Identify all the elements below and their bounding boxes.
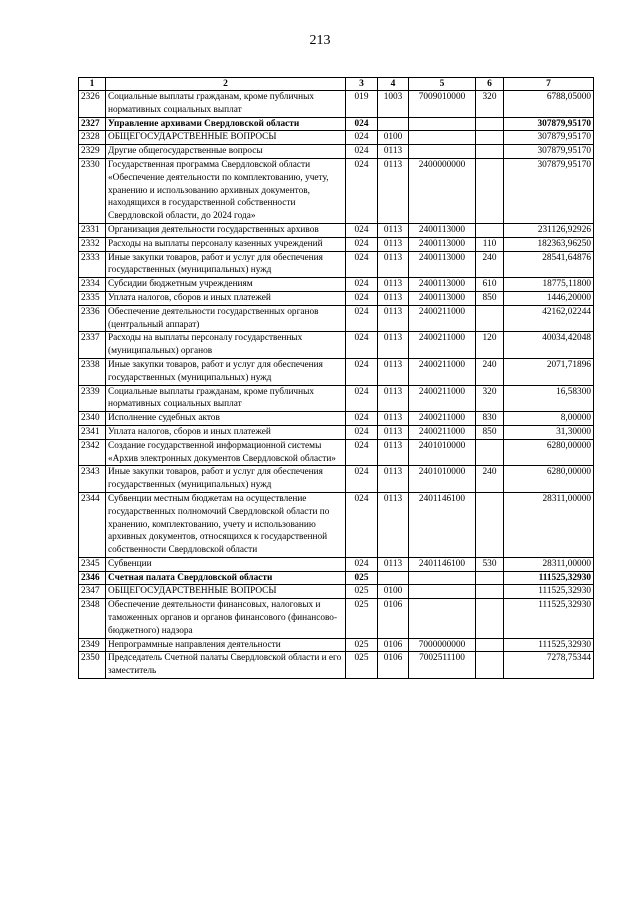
table-row <box>79 425 594 439</box>
table-row <box>79 251 594 278</box>
row-code4-cell: 0100 <box>378 585 409 599</box>
table-row <box>79 117 594 131</box>
row-code6-cell <box>476 599 504 638</box>
table-row <box>79 652 594 679</box>
row-code5-cell <box>409 131 476 145</box>
table-row <box>79 332 594 359</box>
row-amount-cell: 31,30000 <box>504 425 594 439</box>
row-code5-cell: 7002511100 <box>409 652 476 679</box>
table-row <box>79 599 594 638</box>
row-code6-cell: 120 <box>476 332 504 359</box>
row-amount-cell: 28311,00000 <box>504 557 594 571</box>
table-body <box>79 91 594 679</box>
table-row <box>79 571 594 585</box>
table-row <box>79 557 594 571</box>
row-name-cell: Расходы на выплаты персоналу государственных (муниципальных) органов <box>106 332 346 359</box>
row-amount-cell: 111525,32930 <box>504 638 594 652</box>
row-name-cell: Непрограммные направления деятельности <box>106 638 346 652</box>
table-row <box>79 585 594 599</box>
row-name-cell: Другие общегосударственные вопросы <box>106 145 346 159</box>
row-code4-cell: 0106 <box>378 652 409 679</box>
row-code4-cell: 0113 <box>378 492 409 557</box>
table-header-row <box>79 78 594 91</box>
row-code4-cell: 0113 <box>378 278 409 292</box>
row-name-cell: Иные закупки товаров, работ и услуг для обеспечения государственных (муниципальных) нужд <box>106 466 346 493</box>
row-number-cell: 2343 <box>79 466 106 493</box>
row-amount-cell: 111525,32930 <box>504 585 594 599</box>
row-number-cell: 2349 <box>79 638 106 652</box>
row-number-cell: 2346 <box>79 571 106 585</box>
row-name-cell: Социальные выплаты гражданам, кроме публичных нормативных социальных выплат <box>106 91 346 118</box>
table-row <box>79 237 594 251</box>
row-code5-cell: 2400113000 <box>409 291 476 305</box>
row-amount-cell: 2071,71896 <box>504 358 594 385</box>
row-number-cell: 2334 <box>79 278 106 292</box>
row-name-cell: Исполнение судебных актов <box>106 412 346 426</box>
row-code3-cell: 025 <box>346 571 378 585</box>
row-code3-cell: 024 <box>346 278 378 292</box>
row-name-cell: Создание государственной информационной системы «Архив электронных документов Свердловской области» <box>106 439 346 466</box>
row-code3-cell: 024 <box>346 131 378 145</box>
table-row <box>79 305 594 332</box>
header-cell: 6 <box>476 78 504 91</box>
row-code3-cell: 024 <box>346 425 378 439</box>
row-name-cell: Расходы на выплаты персоналу казенных учреждений <box>106 237 346 251</box>
row-amount-cell: 307879,95170 <box>504 145 594 159</box>
row-amount-cell: 231126,92926 <box>504 223 594 237</box>
row-amount-cell: 18775,11800 <box>504 278 594 292</box>
row-code6-cell <box>476 585 504 599</box>
row-amount-cell: 28541,64876 <box>504 251 594 278</box>
row-code3-cell: 025 <box>346 638 378 652</box>
table-row <box>79 358 594 385</box>
row-amount-cell: 8,00000 <box>504 412 594 426</box>
row-code6-cell: 320 <box>476 385 504 412</box>
row-code3-cell: 024 <box>346 412 378 426</box>
row-code5-cell <box>409 599 476 638</box>
row-name-cell: Управление архивами Свердловской области <box>106 117 346 131</box>
row-code5-cell: 2400211000 <box>409 332 476 359</box>
row-name-cell: Субвенции <box>106 557 346 571</box>
row-code5-cell: 2400211000 <box>409 412 476 426</box>
row-code6-cell: 240 <box>476 358 504 385</box>
table-row <box>79 466 594 493</box>
row-amount-cell: 111525,32930 <box>504 599 594 638</box>
row-code6-cell <box>476 571 504 585</box>
row-number-cell: 2341 <box>79 425 106 439</box>
row-code5-cell: 2400113000 <box>409 278 476 292</box>
row-number-cell: 2344 <box>79 492 106 557</box>
row-number-cell: 2333 <box>79 251 106 278</box>
row-code4-cell: 0113 <box>378 223 409 237</box>
row-code4-cell: 0106 <box>378 599 409 638</box>
row-code3-cell: 024 <box>346 305 378 332</box>
budget-table <box>78 77 594 679</box>
row-code6-cell: 850 <box>476 425 504 439</box>
row-code4-cell <box>378 117 409 131</box>
row-number-cell: 2338 <box>79 358 106 385</box>
row-code3-cell: 024 <box>346 251 378 278</box>
table-row <box>79 278 594 292</box>
row-code6-cell: 830 <box>476 412 504 426</box>
row-code3-cell: 024 <box>346 117 378 131</box>
row-code6-cell <box>476 158 504 223</box>
row-code4-cell: 0100 <box>378 131 409 145</box>
row-amount-cell: 6788,05000 <box>504 91 594 118</box>
row-name-cell: Социальные выплаты гражданам, кроме публичных нормативных социальных выплат <box>106 385 346 412</box>
row-name-cell: Субсидии бюджетным учреждениям <box>106 278 346 292</box>
row-name-cell: Обеспечение деятельности финансовых, налоговых и таможенных органов и органов финансового (финансово-бюджетного) надзора <box>106 599 346 638</box>
row-code6-cell: 240 <box>476 466 504 493</box>
row-code5-cell <box>409 117 476 131</box>
row-code6-cell <box>476 131 504 145</box>
row-code4-cell: 0113 <box>378 237 409 251</box>
row-code4-cell: 0113 <box>378 466 409 493</box>
row-code5-cell <box>409 145 476 159</box>
row-code5-cell: 2401010000 <box>409 439 476 466</box>
table-row <box>79 158 594 223</box>
row-code5-cell <box>409 571 476 585</box>
row-number-cell: 2345 <box>79 557 106 571</box>
row-code6-cell <box>476 492 504 557</box>
row-code6-cell <box>476 439 504 466</box>
row-code3-cell: 019 <box>346 91 378 118</box>
row-code6-cell: 110 <box>476 237 504 251</box>
row-code5-cell: 2400211000 <box>409 425 476 439</box>
table-row <box>79 131 594 145</box>
row-code3-cell: 024 <box>346 385 378 412</box>
row-name-cell: Субвенции местным бюджетам на осуществление государственных полномочий Свердловской области по хранению, комплектованию, учету и использованию архивных документов, относящихся к государственной собственности Свердловской области <box>106 492 346 557</box>
row-name-cell: ОБЩЕГОСУДАРСТВЕННЫЕ ВОПРОСЫ <box>106 131 346 145</box>
row-amount-cell: 307879,95170 <box>504 117 594 131</box>
row-amount-cell: 182363,96250 <box>504 237 594 251</box>
row-number-cell: 2340 <box>79 412 106 426</box>
row-number-cell: 2335 <box>79 291 106 305</box>
row-code3-cell: 025 <box>346 585 378 599</box>
row-number-cell: 2347 <box>79 585 106 599</box>
row-number-cell: 2331 <box>79 223 106 237</box>
row-code5-cell: 2400000000 <box>409 158 476 223</box>
row-code6-cell <box>476 145 504 159</box>
row-name-cell: Организация деятельности государственных архивов <box>106 223 346 237</box>
row-code5-cell: 2401146100 <box>409 492 476 557</box>
table-row <box>79 223 594 237</box>
row-number-cell: 2332 <box>79 237 106 251</box>
row-code3-cell: 024 <box>346 492 378 557</box>
row-code4-cell: 0113 <box>378 412 409 426</box>
row-code4-cell: 0113 <box>378 251 409 278</box>
table-row <box>79 412 594 426</box>
row-code5-cell: 2400113000 <box>409 223 476 237</box>
row-code4-cell: 0113 <box>378 557 409 571</box>
row-amount-cell: 40034,42048 <box>504 332 594 359</box>
row-code3-cell: 024 <box>346 237 378 251</box>
row-name-cell: Счетная палата Свердловской области <box>106 571 346 585</box>
row-number-cell: 2326 <box>79 91 106 118</box>
row-code6-cell <box>476 223 504 237</box>
row-code4-cell: 0113 <box>378 305 409 332</box>
row-code4-cell: 0106 <box>378 638 409 652</box>
row-code6-cell: 850 <box>476 291 504 305</box>
row-name-cell: Обеспечение деятельности государственных органов (центральный аппарат) <box>106 305 346 332</box>
table-row <box>79 638 594 652</box>
row-code6-cell: 240 <box>476 251 504 278</box>
row-code6-cell: 320 <box>476 91 504 118</box>
header-cell: 5 <box>409 78 476 91</box>
row-code4-cell: 0113 <box>378 145 409 159</box>
header-cell: 7 <box>504 78 594 91</box>
row-number-cell: 2327 <box>79 117 106 131</box>
table-row <box>79 492 594 557</box>
page-number: 213 <box>309 33 331 48</box>
row-name-cell: Иные закупки товаров, работ и услуг для обеспечения государственных (муниципальных) нужд <box>106 358 346 385</box>
row-code3-cell: 024 <box>346 466 378 493</box>
row-name-cell: Председатель Счетной палаты Свердловской области и его заместитель <box>106 652 346 679</box>
row-code5-cell: 7000000000 <box>409 638 476 652</box>
row-code5-cell: 2400211000 <box>409 358 476 385</box>
row-amount-cell: 16,58300 <box>504 385 594 412</box>
row-code6-cell <box>476 305 504 332</box>
row-code4-cell: 0113 <box>378 425 409 439</box>
row-code5-cell: 7009010000 <box>409 91 476 118</box>
row-code3-cell: 024 <box>346 223 378 237</box>
row-code6-cell <box>476 117 504 131</box>
row-code4-cell: 1003 <box>378 91 409 118</box>
row-code5-cell: 2400211000 <box>409 305 476 332</box>
header-cell: 3 <box>346 78 378 91</box>
row-number-cell: 2329 <box>79 145 106 159</box>
row-amount-cell: 28311,00000 <box>504 492 594 557</box>
row-code4-cell: 0113 <box>378 332 409 359</box>
row-name-cell: Уплата налогов, сборов и иных платежей <box>106 291 346 305</box>
row-code3-cell: 024 <box>346 439 378 466</box>
row-code3-cell: 024 <box>346 332 378 359</box>
row-code3-cell: 024 <box>346 145 378 159</box>
row-code4-cell: 0113 <box>378 291 409 305</box>
row-code5-cell: 2400113000 <box>409 251 476 278</box>
row-amount-cell: 307879,95170 <box>504 158 594 223</box>
table-row <box>79 291 594 305</box>
row-code3-cell: 024 <box>346 358 378 385</box>
row-code5-cell <box>409 585 476 599</box>
row-number-cell: 2348 <box>79 599 106 638</box>
row-amount-cell: 6280,00000 <box>504 466 594 493</box>
row-amount-cell: 6280,00000 <box>504 439 594 466</box>
row-name-cell: Уплата налогов, сборов и иных платежей <box>106 425 346 439</box>
row-number-cell: 2330 <box>79 158 106 223</box>
row-name-cell: Государственная программа Свердловской области «Обеспечение деятельности по комплектованию, учету, хранению и использованию архивных документов, находящихся в государственной собственности Свердловской области, до 2024 года» <box>106 158 346 223</box>
row-name-cell: ОБЩЕГОСУДАРСТВЕННЫЕ ВОПРОСЫ <box>106 585 346 599</box>
row-code3-cell: 025 <box>346 599 378 638</box>
row-amount-cell: 111525,32930 <box>504 571 594 585</box>
row-code6-cell <box>476 652 504 679</box>
row-number-cell: 2342 <box>79 439 106 466</box>
row-name-cell: Иные закупки товаров, работ и услуг для обеспечения государственных (муниципальных) нужд <box>106 251 346 278</box>
row-code4-cell: 0113 <box>378 358 409 385</box>
row-code6-cell: 610 <box>476 278 504 292</box>
row-code6-cell: 530 <box>476 557 504 571</box>
row-amount-cell: 7278,75344 <box>504 652 594 679</box>
row-code3-cell: 024 <box>346 557 378 571</box>
table-row <box>79 439 594 466</box>
row-code5-cell: 2400113000 <box>409 237 476 251</box>
row-code3-cell: 025 <box>346 652 378 679</box>
header-cell: 2 <box>106 78 346 91</box>
row-amount-cell: 42162,02244 <box>504 305 594 332</box>
row-code3-cell: 024 <box>346 158 378 223</box>
row-amount-cell: 307879,95170 <box>504 131 594 145</box>
row-number-cell: 2336 <box>79 305 106 332</box>
row-code4-cell: 0113 <box>378 158 409 223</box>
header-cell: 1 <box>79 78 106 91</box>
row-code3-cell: 024 <box>346 291 378 305</box>
row-code5-cell: 2401010000 <box>409 466 476 493</box>
table-row <box>79 145 594 159</box>
row-number-cell: 2337 <box>79 332 106 359</box>
row-number-cell: 2328 <box>79 131 106 145</box>
row-code5-cell: 2400211000 <box>409 385 476 412</box>
row-number-cell: 2350 <box>79 652 106 679</box>
row-code5-cell: 2401146100 <box>409 557 476 571</box>
table-row <box>79 91 594 118</box>
row-amount-cell: 1446,20000 <box>504 291 594 305</box>
row-code4-cell: 0113 <box>378 439 409 466</box>
row-code4-cell <box>378 571 409 585</box>
row-number-cell: 2339 <box>79 385 106 412</box>
row-code4-cell: 0113 <box>378 385 409 412</box>
row-code6-cell <box>476 638 504 652</box>
table-row <box>79 385 594 412</box>
header-cell: 4 <box>378 78 409 91</box>
